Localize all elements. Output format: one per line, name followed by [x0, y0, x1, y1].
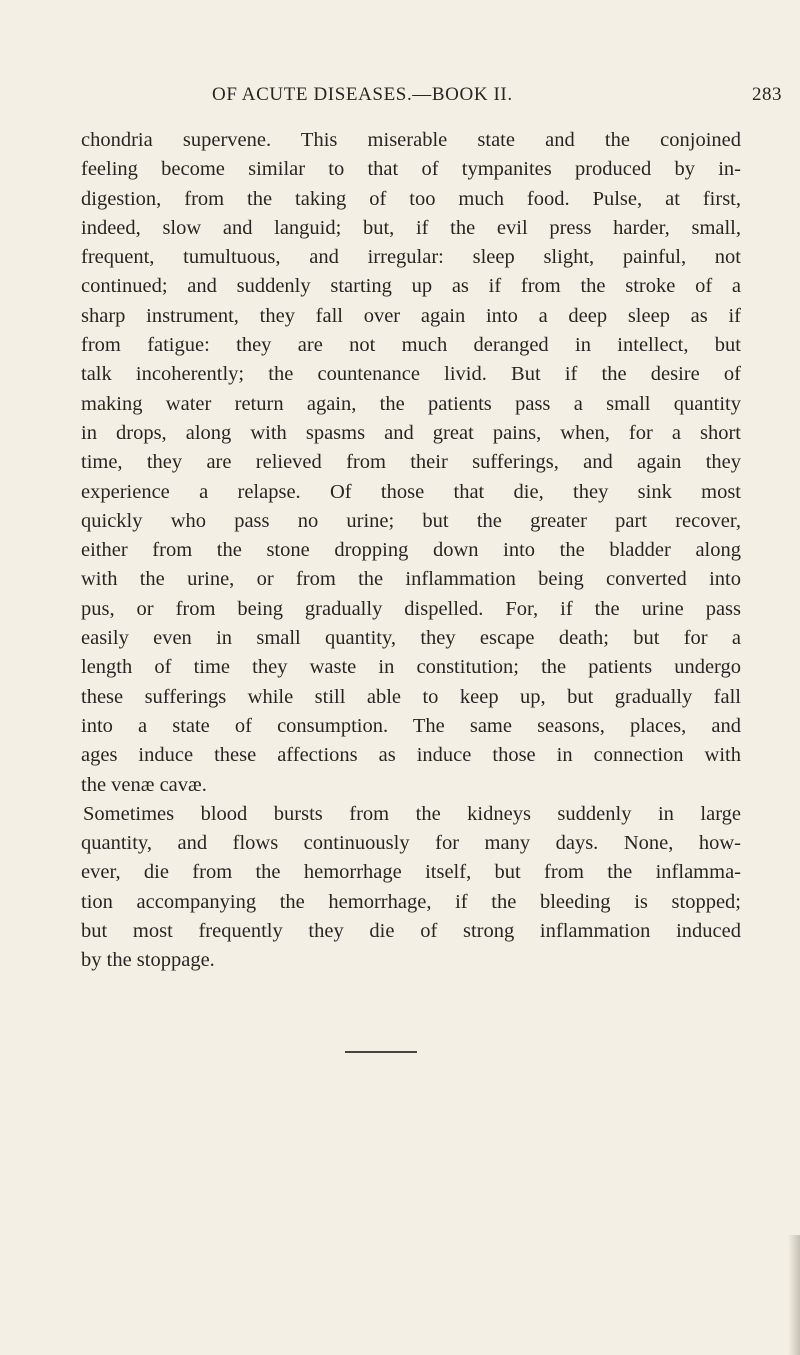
text-line: ever, die from the hemorrhage itself, but from the inflamma-	[81, 861, 741, 884]
text-line: indeed, slow and languid; but, if the evil press harder, small,	[81, 216, 741, 239]
text-line: chondria supervene. This miserable state and the conjoined	[81, 129, 741, 151]
text-line: making water return again, the patients pass a small quantity	[81, 392, 741, 415]
text-line: feeling become similar to that of tympanites produced by in-	[81, 158, 741, 181]
text-line: experience a relapse. Of those that die, they sink most	[81, 480, 741, 503]
text-line: quickly who pass no urine; but the greater part recover,	[81, 509, 741, 532]
text-line: these sufferings while still able to keep up, but gradually fall	[81, 685, 741, 708]
body-text	[81, 126, 741, 976]
text-line: but most frequently they die of strong inflammation induced	[81, 920, 741, 943]
text-line: from fatigue: they are not much deranged in intellect, but	[81, 334, 741, 357]
running-head	[212, 84, 782, 114]
text-line: digestion, from the taking of too much food. Pulse, at first,	[81, 187, 741, 210]
text-line: quantity, and flows continuously for many days. None, how-	[81, 832, 741, 855]
text-line: talk incoherently; the countenance livid. But if the desire of	[81, 363, 741, 386]
text-line: pus, or from being gradually dispelled. For, if the urine pass	[81, 597, 741, 620]
page-number: 283	[752, 84, 782, 105]
text-line: Sometimes blood bursts from the kidneys suddenly in large	[83, 802, 741, 825]
text-line: frequent, tumultuous, and irregular: sleep slight, painful, not	[81, 246, 741, 269]
text-line: into a state of consumption. The same seasons, places, and	[81, 714, 741, 737]
text-line: in drops, along with spasms and great pains, when, for a short	[81, 421, 741, 444]
text-line: time, they are relieved from their sufferings, and again they	[81, 451, 741, 474]
paragraph-end-line: the venæ cavæ.	[81, 773, 207, 796]
text-line: either from the stone dropping down into the bladder along	[81, 539, 741, 562]
running-title: OF ACUTE DISEASES.—BOOK II.	[212, 84, 513, 105]
text-line: length of time they waste in constitution; the patients undergo	[81, 656, 741, 679]
text-line: easily even in small quantity, they escape death; but for a	[81, 627, 741, 650]
text-line: continued; and suddenly starting up as if from the stroke of a	[81, 275, 741, 298]
text-line: tion accompanying the hemorrhage, if the bleeding is stopped;	[81, 890, 741, 913]
text-line: sharp instrument, they fall over again into a deep sleep as if	[81, 304, 741, 327]
text-line: ages induce these affections as induce those in connection with	[81, 744, 741, 767]
text-line: with the urine, or from the inflammation being converted into	[81, 568, 741, 591]
section-end-rule	[345, 1051, 417, 1053]
page-edge-shadow	[788, 1235, 800, 1355]
paragraph-end-line: by the stoppage.	[81, 949, 215, 972]
